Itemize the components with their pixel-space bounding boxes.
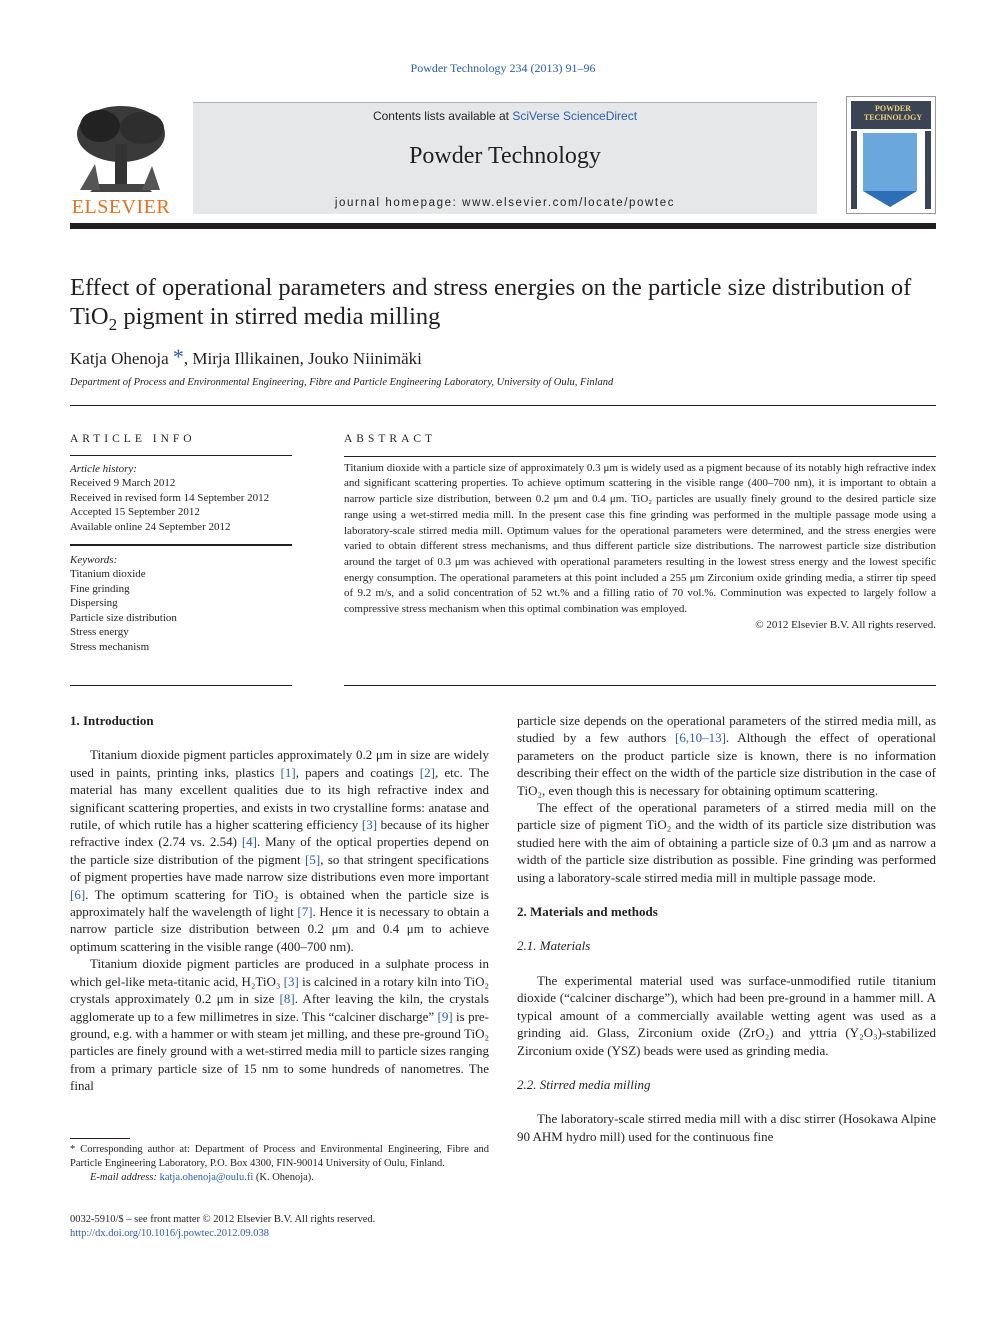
keyword: Titanium dioxide [70, 568, 146, 580]
tree-icon [70, 104, 172, 196]
history-item: Accepted 15 September 2012 [70, 506, 200, 518]
email-link[interactable]: katja.ohenoja@oulu.fi [159, 1172, 254, 1183]
journal-header-box [193, 102, 817, 214]
citation-link[interactable]: [6] [70, 886, 86, 902]
keywords-label: Keywords: [70, 553, 118, 566]
journal-homepage[interactable]: journal homepage: www.elsevier.com/locate/powtec [334, 197, 676, 209]
keyword: Dispersing [70, 597, 118, 609]
email-suffix: (K. Ohenoja). [253, 1172, 314, 1183]
journal-reference[interactable]: Powder Technology 234 (2013) 91–96 [410, 61, 596, 75]
author-name: Katja Ohenoja [70, 349, 169, 368]
history-item: Received in revised form 14 September 2012 [70, 491, 270, 504]
body-right-column [517, 712, 936, 1145]
abstract [344, 433, 936, 633]
keyword: Stress mechanism [70, 640, 150, 653]
divider [70, 455, 292, 456]
citation-link[interactable]: [9] [437, 1008, 453, 1024]
citation-link[interactable]: [3] [361, 817, 378, 833]
section-heading: 1. Introduction [70, 713, 154, 728]
issn-line: 0032-5910/$ – see front matter © 2012 Elsevier B.V. All rights reserved. [70, 1214, 376, 1225]
affiliation: Department of Process and Environmental Engineering, Fibre and Particle Engineering Laboratory, University of Oulu, Finland [70, 377, 614, 388]
publisher-name: ELSEVIER [71, 196, 171, 218]
paragraph: particle size depends on the operational parameters of the stirred media mill, as studied by a few authors [6,10–13]. Although the effect of operational parameters on the product particle size is known, there is no information describing their effect on the width of the particle size distribution in the case of TiO₂, even though this is necessary for obtaining optimum scattering. [517, 713, 936, 798]
divider [344, 685, 936, 686]
elsevier-logo [70, 104, 172, 216]
citation-link[interactable]: [2] [419, 764, 435, 780]
paragraph: The laboratory-scale stirred media mill with a disc stirrer (Hosokawa Alpine 90 AHM hydro mill) used for the continuous fine [517, 1111, 936, 1144]
history-item: Available online 24 September 2012 [70, 520, 231, 533]
paragraph: The effect of the operational parameters of a stirred media mill on the particle size of pigment TiO₂ and the width of its particle size distribution was studied here with the aim of obtaining a particle size of 0.3 μm and as narrow a width of the particle size distribution as possible. Fine grinding was performed using a laboratory-scale stirred media mill in multiple passage mode. [517, 800, 936, 885]
citation-link[interactable]: [1] [280, 764, 296, 780]
citation-link[interactable]: [7] [297, 904, 313, 920]
body-left-column [70, 712, 489, 1095]
history-label: Article history: [70, 462, 137, 475]
article-info-heading: ARTICLE INFO [70, 433, 196, 445]
cover-banner [851, 101, 931, 129]
divider [70, 405, 936, 406]
cover-artwork [851, 131, 931, 209]
article-title: Effect of operational parameters and stress energies on the particle size distribution of TiO$_2$ pigment in stirred media milling [70, 274, 912, 334]
journal-name: Powder Technology [409, 143, 601, 169]
footnote-text: Corresponding author at: Department of Process and Environmental Engineering, Fibre and Particle Engineering Laboratory, P.O. Box 4300, FIN-90014 University of Oulu, Finland. [70, 1144, 489, 1169]
citation-link[interactable]: [3] [283, 973, 299, 989]
citation-link[interactable]: [8] [279, 991, 295, 1007]
keyword: Particle size distribution [70, 611, 177, 624]
journal-cover [846, 96, 936, 214]
article-info [70, 433, 292, 654]
sciencedirect-link[interactable]: SciVerse ScienceDirect [512, 109, 638, 123]
contents-prefix: Contents lists available at [372, 109, 513, 123]
divider [70, 685, 292, 686]
email-label: E-mail address: [90, 1172, 160, 1183]
abstract-heading: ABSTRACT [344, 433, 437, 445]
footnote-rule [70, 1138, 130, 1139]
cover-title: POWDER TECHNOLOGY [863, 104, 923, 122]
divider [70, 544, 292, 546]
citation-link[interactable]: [6,10–13] [674, 730, 726, 746]
divider [344, 456, 936, 457]
paragraph: Titanium dioxide pigment particles approximately 0.2 μm in size are widely used in paints, printing inks, plastics [1], papers and coatings [2], etc. The material has many excellent qualities due to its high refractive index and significant scattering properties, and exists in two crystalline forms: anatase and rutile, of which rutile has a higher scattering efficiency [3] because of its higher refractive index (2.74 vs. 2.54) [4]. Many of the optical properties depend on the particle size distribution of the pigment [5], so that stringent specifications of pigment properties have made narrow size distributions even more important [6]. The optimum scattering for TiO₂ is obtained when the particle size is approximately half the wavelength of light [7]. Hence it is necessary to obtain a narrow particle size distribution between 0.2 μm and 0.4 μm to achieve optimum scattering in the visible range (400–700 nm). [70, 747, 490, 954]
paragraph: The experimental material used was surface-unmodified rutile titanium dioxide (“calciner discharge”), which had been pre-ground in a hammer mill. A typical amount of a commercially available wetting agent was used as a grinding aid. Glass, Zirconium oxide (ZrO₂) and yttria (Y₂O₃)-stabilized Zirconium oxide (YSZ) beads were used as grinding media. [517, 972, 936, 1058]
citation-link[interactable]: [4] [241, 834, 257, 850]
citation-link[interactable]: [5] [305, 851, 321, 867]
subsection-heading: 2.1. Materials [517, 938, 591, 954]
contents-line [193, 109, 817, 123]
abstract-text: Titanium dioxide with a particle size of approximately 0.3 μm is widely used as a pigment because of its notably high refractive index and significant scattering properties. To achieve optimum scattering in the visible range (400–700 nm), it is important to obtain a narrow particle size distribution, between 0.2 μm and 0.4 μm. TiO₂ particles are usually finely ground to the desired particle size range using a wet-stirred media mill. In the present case this fine grinding was performed in the multiple passage mode using a laboratory-scale stirred media mill. Optimum values for the operational parameters were determined, and the stress energies were varied to obtain different stress mechanisms, and thus different particle size distributions. The narrowest particle size distribution around the target of 0.3 μm was achieved with operational parameters resulting in the lowest stress energy and the lowest specific energy consumption. The operational parameters at this point included a 255 μm Zirconium oxide grinding media, a stirrer tip speed of 9.2 m/s, and a solid concentration of 52 wt.% and a filling ratio of 70 vol.%. Comminution was expected to largely follow a compressive stress mechanism when this optimal combination was employed. [344, 461, 936, 616]
corresponding-author-mark[interactable]: * [172, 344, 184, 369]
keyword: Fine grinding [70, 582, 130, 595]
footnote [70, 1143, 489, 1185]
doi-link[interactable]: http://dx.doi.org/10.1016/j.powtec.2012.09.038 [70, 1228, 270, 1239]
author-list [70, 344, 422, 370]
keyword: Stress energy [70, 626, 129, 638]
front-matter [70, 1213, 489, 1241]
subsection-heading: 2.2. Stirred media milling [517, 1076, 651, 1092]
history-item: Received 9 March 2012 [70, 477, 176, 489]
copyright: © 2012 Elsevier B.V. All rights reserved. [755, 618, 936, 631]
other-authors: , Mirja Illikainen, Jouko Niinimäki [183, 349, 422, 368]
section-heading: 2. Materials and methods [517, 904, 658, 920]
footnote-mark: * [70, 1144, 76, 1155]
paragraph: Titanium dioxide pigment particles are produced in a sulphate process in which gel-like meta-titanic acid, H₂TiO₃ [3] is calcined in a rotary kiln into TiO₂ crystals approximately 0.2 μm in size [8]. After leaving the kiln, the crystals agglomerate up to a few millimetres in size. This “calciner discharge” [9] is pre-ground, e.g. with a hammer or with steam jet milling, and these pre-ground TiO₂ particles are finely ground with a wet-stirred media mill to particle sizes ranging from a primary particle size of 15 nm to some hundreds of nanometres. The final [70, 956, 489, 1094]
header-rule [70, 223, 936, 229]
